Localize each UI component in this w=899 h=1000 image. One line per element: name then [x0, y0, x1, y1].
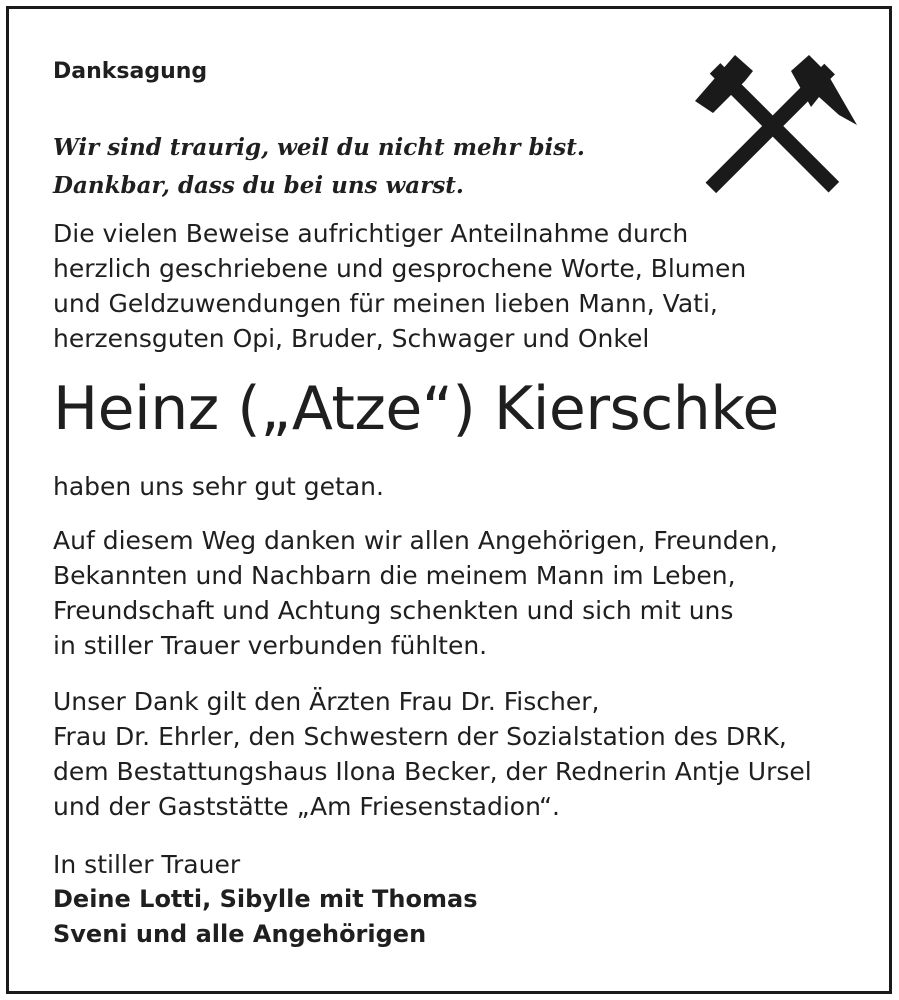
- thanks-paragraph: [53, 523, 778, 663]
- paragraph-line: Die vielen Beweise aufrichtiger Anteilnahme durch: [53, 219, 689, 248]
- paragraph-line: dem Bestattungshaus Ilona Becker, der Rednerin Antje Ursel: [53, 757, 812, 786]
- motto-line: Wir sind traurig, weil du nicht mehr bist.: [53, 134, 585, 161]
- paragraph-line: Frau Dr. Ehrler, den Schwestern der Sozialstation des DRK,: [53, 722, 787, 751]
- after-name-line: haben uns sehr gut getan.: [53, 472, 384, 501]
- paragraph-line: Freundschaft und Achtung schenkten und sich mit uns: [53, 596, 734, 625]
- obituary-notice: [6, 6, 892, 994]
- motto-line: Dankbar, dass du bei uns warst.: [53, 172, 464, 199]
- paragraph-line: Unser Dank gilt den Ärzten Frau Dr. Fischer,: [53, 687, 600, 716]
- paragraph-line: und Geldzuwendungen für meinen lieben Mann, Vati,: [53, 289, 718, 318]
- closing-phrase: In stiller Trauer: [53, 850, 241, 879]
- signers: [53, 882, 478, 952]
- paragraph-line: und der Gaststätte „Am Friesenstadion“.: [53, 792, 560, 821]
- paragraph-line: Auf diesem Weg danken wir allen Angehörigen, Freunden,: [53, 526, 778, 555]
- deceased-name: Heinz („Atze“) Kierschke: [53, 374, 779, 444]
- paragraph-line: Bekannten und Nachbarn die meinem Mann im Leben,: [53, 561, 736, 590]
- notice-heading: Danksagung: [53, 59, 208, 84]
- special-thanks-paragraph: [53, 684, 812, 824]
- signer-line: Sveni und alle Angehörigen: [53, 920, 427, 948]
- crossed-hammers-icon: [687, 51, 857, 201]
- motto: [53, 129, 585, 205]
- paragraph-line: herzlich geschriebene und gesprochene Worte, Blumen: [53, 254, 747, 283]
- intro-paragraph: [53, 216, 746, 356]
- paragraph-line: herzensguten Opi, Bruder, Schwager und Onkel: [53, 324, 650, 353]
- signer-line: Deine Lotti, Sibylle mit Thomas: [53, 885, 478, 913]
- paragraph-line: in stiller Trauer verbunden fühlten.: [53, 631, 488, 660]
